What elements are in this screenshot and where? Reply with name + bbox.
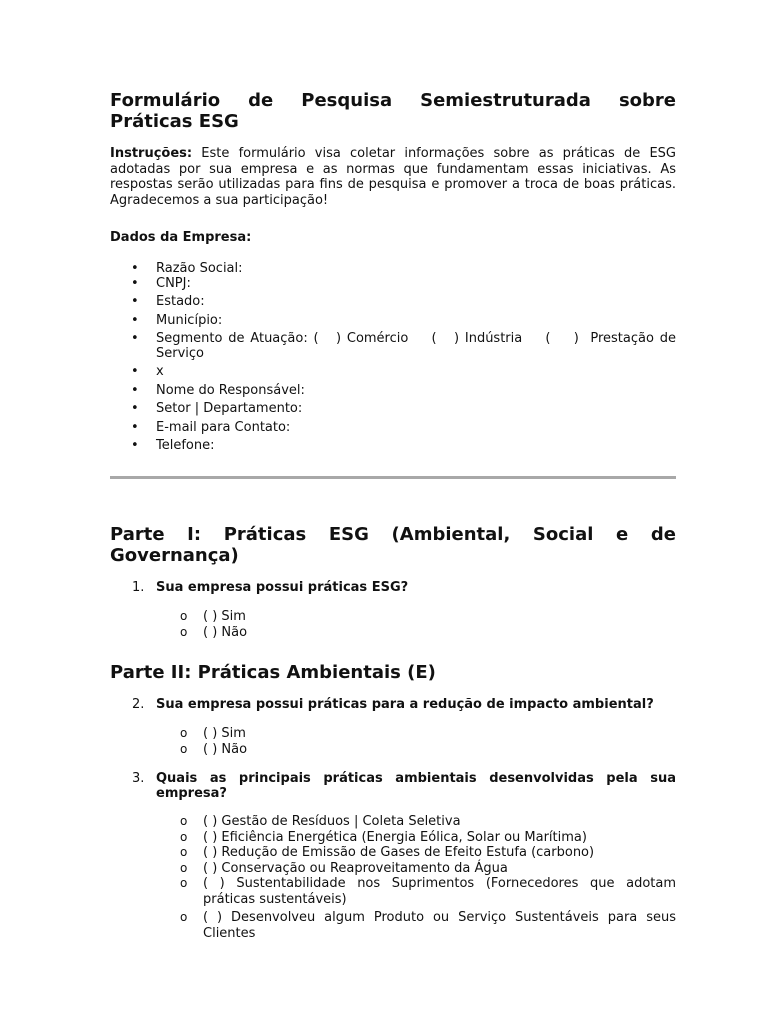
question-2-option-no: o ( ) Não	[110, 742, 676, 758]
field-segmento-line1: • Segmento de Atuação: ( ) Comércio ( ) Indústria ( ) Prestação de	[156, 331, 676, 346]
field-cnpj: • CNPJ:	[110, 277, 676, 292]
field-municipio: • Município:	[110, 314, 676, 329]
form-header-section	[110, 90, 676, 458]
part2-section	[110, 662, 676, 941]
question-2-text: Sua empresa possui práticas para a redução de impacto ambiental?	[156, 697, 654, 712]
document-title-line2: Práticas ESG	[110, 111, 239, 132]
question-3-option-produto-line2: Clientes	[203, 925, 256, 941]
document-title-line1: Formulário de Pesquisa Semiestruturada sobre	[110, 90, 676, 111]
question-3-number: 3.	[132, 771, 145, 786]
question-1-option-no: o ( ) Não	[110, 625, 676, 641]
question-2-options	[110, 726, 676, 757]
part1-title-line2: Governança)	[110, 545, 239, 566]
horizontal-divider	[110, 476, 676, 479]
question-1-number: 1.	[132, 580, 145, 595]
field-estado: • Estado:	[110, 295, 676, 310]
question-3-text-line1: Quais as principais práticas ambientais desenvolvidas pela sua	[156, 771, 676, 786]
company-data-heading: Dados da Empresa:	[110, 230, 252, 245]
question-1-option-yes: o ( ) Sim	[110, 609, 676, 625]
question-3-option-suprimentos-line2: práticas sustentáveis)	[203, 891, 347, 907]
question-2	[110, 697, 676, 712]
part1-section	[110, 524, 676, 640]
instructions-paragraph	[110, 146, 676, 208]
field-email: • E-mail para Contato:	[110, 421, 676, 436]
part1-title	[110, 524, 676, 566]
part2-title: Parte II: Práticas Ambientais (E)	[110, 662, 436, 683]
field-telefone: • Telefone:	[110, 439, 676, 454]
question-3-options	[110, 814, 676, 941]
question-3-text-line2: empresa?	[156, 786, 227, 801]
company-fields-list	[110, 262, 676, 454]
instructions-text: Este formulário visa coletar informações sobre as práticas de ESG adotadas por sua empresa e as normas que fundamentam essas iniciativas. As respostas serão utilizadas para fins de pesquisa e promover a troca de boas práticas. Agradecemos a sua participação!	[110, 146, 676, 208]
field-setor: • Setor | Departamento:	[110, 402, 676, 417]
part1-title-line1: Parte I: Práticas ESG (Ambiental, Social e de	[110, 524, 676, 545]
question-3-option-energia: o ( ) Eficiência Energética (Energia Eólica, Solar ou Marítima)	[110, 830, 676, 846]
question-3-option-suprimentos-line1: o ( ) Sustentabilidade nos Suprimentos (Fornecedores que adotam	[203, 876, 676, 891]
field-segmento	[110, 332, 676, 361]
question-3-option-agua: o ( ) Conservação ou Reaproveitamento da Água	[110, 861, 676, 877]
instructions-label: Instruções:	[110, 146, 193, 161]
question-2-number: 2.	[132, 697, 145, 712]
question-3-option-suprimentos	[110, 876, 676, 907]
field-razao-social: • Razão Social:	[110, 262, 676, 277]
question-1-text: Sua empresa possui práticas ESG?	[156, 580, 409, 595]
question-3-option-emissao: o ( ) Redução de Emissão de Gases de Efeito Estufa (carbono)	[110, 845, 676, 861]
question-1-options	[110, 609, 676, 640]
question-2-option-yes: o ( ) Sim	[110, 726, 676, 742]
question-3	[110, 771, 676, 801]
field-segmento-line2: Serviço	[156, 345, 205, 361]
document-title	[110, 90, 676, 132]
question-3-option-produto-line1: o ( ) Desenvolveu algum Produto ou Serviço Sustentáveis para seus	[203, 910, 676, 925]
question-3-option-residuos: o ( ) Gestão de Resíduos | Coleta Seletiva	[110, 814, 676, 830]
question-3-option-produto	[110, 910, 676, 941]
question-1	[110, 580, 676, 595]
field-x: • x	[110, 365, 676, 380]
field-responsavel: • Nome do Responsável:	[110, 384, 676, 399]
